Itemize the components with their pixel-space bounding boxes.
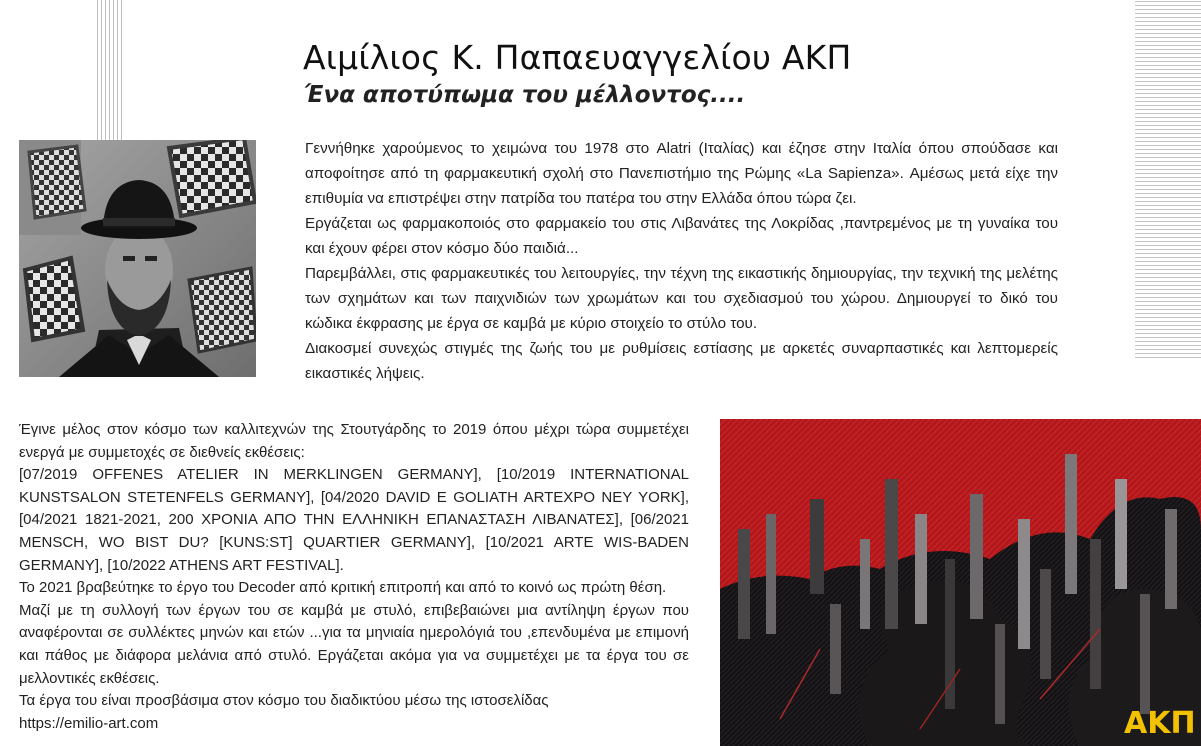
artwork-bar [1018,519,1030,649]
bio-paragraph: Παρεμβάλλει, στις φαρμακευτικές του λειτουργίες, την τέχνη της εικαστικής δημιουργίας, την τεχνική της μελέτης των σχημάτων και των παιχνιδιών των χρωμάτων και του σχεδιασμού του χώρου. Δημιουργεί το δικό του κώδικα έκφρασης με έργα σε καμβά με κύριο στοιχείο το στύλο του. [305,265,1058,332]
page-subtitle: Ένα αποτύπωμα του μέλλοντος.... [304,82,746,108]
exhibitions-list: [07/2019 OFFENES ATELIER IN MERKLINGEN GERMANY], [10/2019 INTERNATIONAL KUNSTSALON STETENFELS GERMANY], [04/2020 DAVID E GOLIATH ARTEXPO NEY YORK], [04/2021 1821-2021, 200 ΧΡΟΝΙΑ ΑΠΟ ΤΗΝ ΕΛΛΗΝΙΚΗ ΕΠΑΝΑΣΤΑΣΗ ΛΙΒΑΝΑΤΕΣ], [06/2021 MENSCH, WO BIST DU? [KUNS:ST] QUARTIER GERMANY], [10/2021 ARTE WIS-BADEN GERMANY], [10/2022 ATHENS ART FESTIVAL]. [19,466,689,574]
exhibitions-intro: Έγινε μέλος στον κόσμο των καλλιτεχνών της Στουτγάρδης το 2019 όπου μέχρι τώρα συμμετέχει ενεργά με συμμετοχές σε διεθνείς εκθέσεις: [19,421,689,461]
artwork-bar [1090,539,1101,689]
exhibitions-section [19,419,689,735]
artwork-bar [885,479,898,629]
artwork-illustration [720,419,1201,746]
artwork-bar [945,559,955,709]
collection-text: Μαζί με τη συλλογή των έργων του σε καμβά με στυλό, επιβεβαιώνει μια αντίληψη έργων που αναφέρονται σε συλλέκτες μηνών και ετών ...για τα μηνιαία ημερολόγιά του ,επενδυμένα με επιμονή και πάθος με διάφορα μελάνια από στυλό. Εργάζεται ακόμα για να συμμετέχει με τα έργα του σε μελλοντικές εκθέσεις. [19,601,689,687]
artwork-bar [860,539,870,629]
artwork-bar [1115,479,1127,589]
artwork-bar [970,494,983,619]
artwork-bar [915,514,927,624]
artwork-bar [810,499,824,594]
decorative-stripes-left [97,0,124,148]
artwork-bar [830,604,841,694]
artwork-bar [738,529,750,639]
bio-paragraph: Διακοσμεί συνεχώς στιγμές της ζωής του με ρυθμίσεις εστίασης με αρκετές συναρπαστικές και λεπτομερείς εικαστικές λήψεις. [305,340,1058,382]
website-link[interactable]: https://emilio-art.com [19,714,159,732]
award-text: Το 2021 βραβεύτηκε το έργο του Decoder από κριτική επιτροπή και από το κοινό ως πρώτη θέση. [19,579,667,597]
artist-portrait [19,140,256,377]
artwork-bar [1165,509,1177,609]
artwork-bar [1065,454,1077,594]
decorative-stripes-right [1135,0,1201,358]
artwork-bar [995,624,1005,724]
artwork-bar [766,514,776,634]
website-text: Τα έργα του είναι προσβάσιμα στον κόσμο του διαδικτύου μέσω της ιστοσελίδας [19,692,549,710]
artist-signature: ΑΚΠ [1124,706,1196,741]
page-title: Αιμίλιος Κ. Παπαευαγγελίου ΑΚΠ [303,38,852,77]
bio-paragraph: Εργάζεται ως φαρμακοποιός στο φαρμακείο του στις Λιβανάτες της Λοκρίδας ,παντρεμένος με τη γυναίκα του και έχουν φέρει στον κόσμο δύο παιδιά... [305,215,1058,257]
portrait-illustration [19,140,256,377]
artwork-bar [1140,594,1150,714]
artwork-image [720,419,1201,746]
biography-section [305,136,1058,386]
bio-paragraph: Γεννήθηκε χαρούμενος το χειμώνα του 1978 στο Alatri (Ιταλίας) και έζησε στην Ιταλία όπου σπούδασε και αποφοίτησε από τη φαρμακευτική σχολή στο Πανεπιστήμιο της Ρώμης «La Sapienza». Αμέσως μετά είχε την επιθυμία να επιστρέψει στην πατρίδα του πατέρα του στην Ελλάδα όπου τώρα ζει. [305,140,1058,207]
artwork-bar [1040,569,1051,679]
